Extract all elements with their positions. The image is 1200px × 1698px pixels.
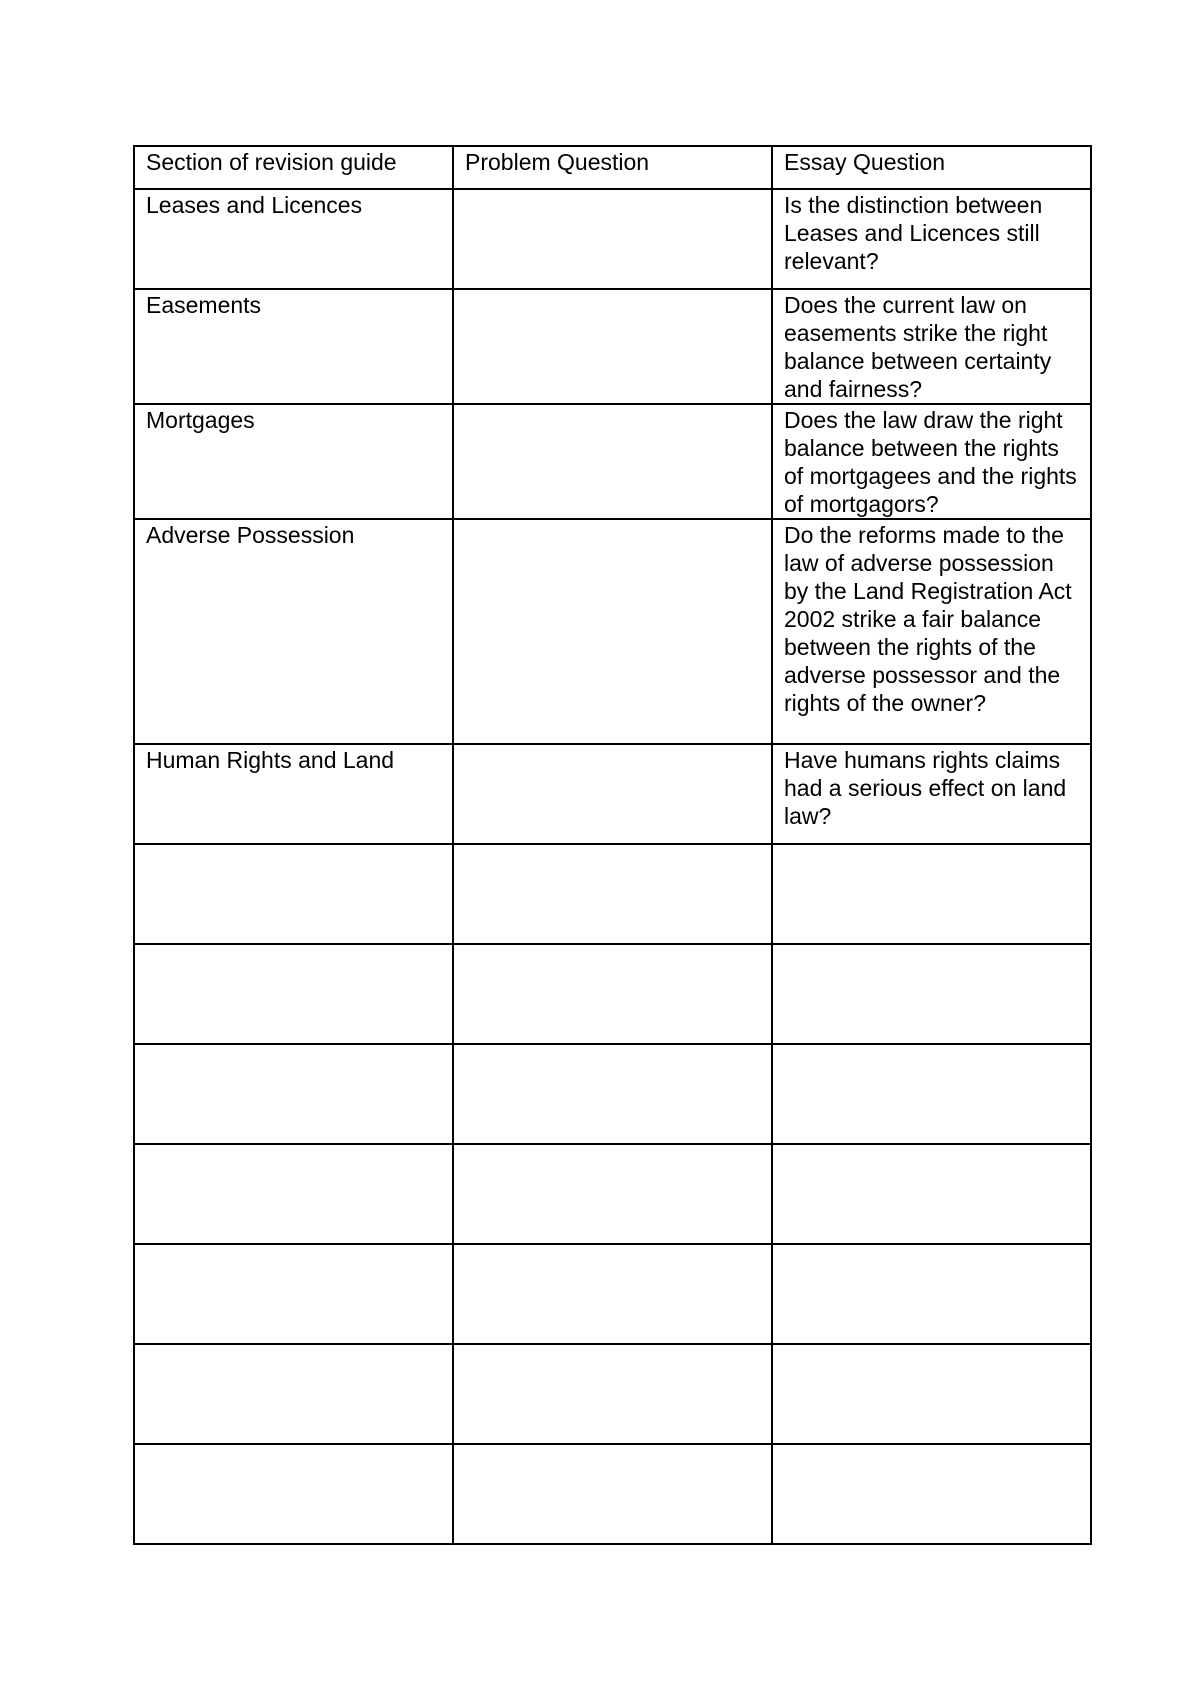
header-essay-question: Essay Question [772, 146, 1091, 189]
empty-table-row [134, 1344, 1091, 1444]
empty-essay-question-cell [772, 1444, 1091, 1544]
empty-problem-question-cell [453, 1144, 772, 1244]
table-row [134, 289, 1091, 404]
empty-section-cell [134, 1244, 453, 1344]
empty-section-cell [134, 1444, 453, 1544]
empty-table-row [134, 844, 1091, 944]
empty-problem-question-cell [453, 944, 772, 1044]
section-cell: Mortgages [134, 404, 453, 519]
revision-table [133, 145, 1092, 1545]
empty-essay-question-cell [772, 1044, 1091, 1144]
problem-question-cell [453, 404, 772, 519]
empty-section-cell [134, 944, 453, 1044]
section-cell: Easements [134, 289, 453, 404]
empty-problem-question-cell [453, 844, 772, 944]
problem-question-cell [453, 189, 772, 289]
header-row [134, 146, 1091, 189]
empty-section-cell [134, 844, 453, 944]
header-problem-question: Problem Question [453, 146, 772, 189]
empty-table-row [134, 1144, 1091, 1244]
section-cell: Human Rights and Land [134, 744, 453, 844]
empty-essay-question-cell [772, 1144, 1091, 1244]
empty-essay-question-cell [772, 1244, 1091, 1344]
empty-table-row [134, 944, 1091, 1044]
empty-problem-question-cell [453, 1044, 772, 1144]
empty-problem-question-cell [453, 1344, 772, 1444]
section-cell: Leases and Licences [134, 189, 453, 289]
section-cell: Adverse Possession [134, 519, 453, 744]
table-row [134, 744, 1091, 844]
empty-problem-question-cell [453, 1244, 772, 1344]
empty-problem-question-cell [453, 1444, 772, 1544]
essay-question-cell: Have humans rights claims had a serious effect on land law? [772, 744, 1091, 844]
empty-essay-question-cell [772, 844, 1091, 944]
empty-section-cell [134, 1044, 453, 1144]
essay-question-cell: Is the distinction between Leases and Licences still relevant? [772, 189, 1091, 289]
table-row [134, 404, 1091, 519]
empty-table-row [134, 1444, 1091, 1544]
empty-table-row [134, 1244, 1091, 1344]
header-section: Section of revision guide [134, 146, 453, 189]
problem-question-cell [453, 744, 772, 844]
empty-essay-question-cell [772, 944, 1091, 1044]
problem-question-cell [453, 519, 772, 744]
table-row [134, 519, 1091, 744]
table-row [134, 189, 1091, 289]
empty-section-cell [134, 1144, 453, 1244]
essay-question-cell: Do the reforms made to the law of adverse possession by the Land Registration Act 2002 strike a fair balance between the rights of the adverse possessor and the rights of the owner? [772, 519, 1091, 744]
essay-question-cell: Does the law draw the right balance between the rights of mortgagees and the rights of mortgagors? [772, 404, 1091, 519]
problem-question-cell [453, 289, 772, 404]
empty-essay-question-cell [772, 1344, 1091, 1444]
empty-section-cell [134, 1344, 453, 1444]
empty-table-row [134, 1044, 1091, 1144]
essay-question-cell: Does the current law on easements strike the right balance between certainty and fairness? [772, 289, 1091, 404]
